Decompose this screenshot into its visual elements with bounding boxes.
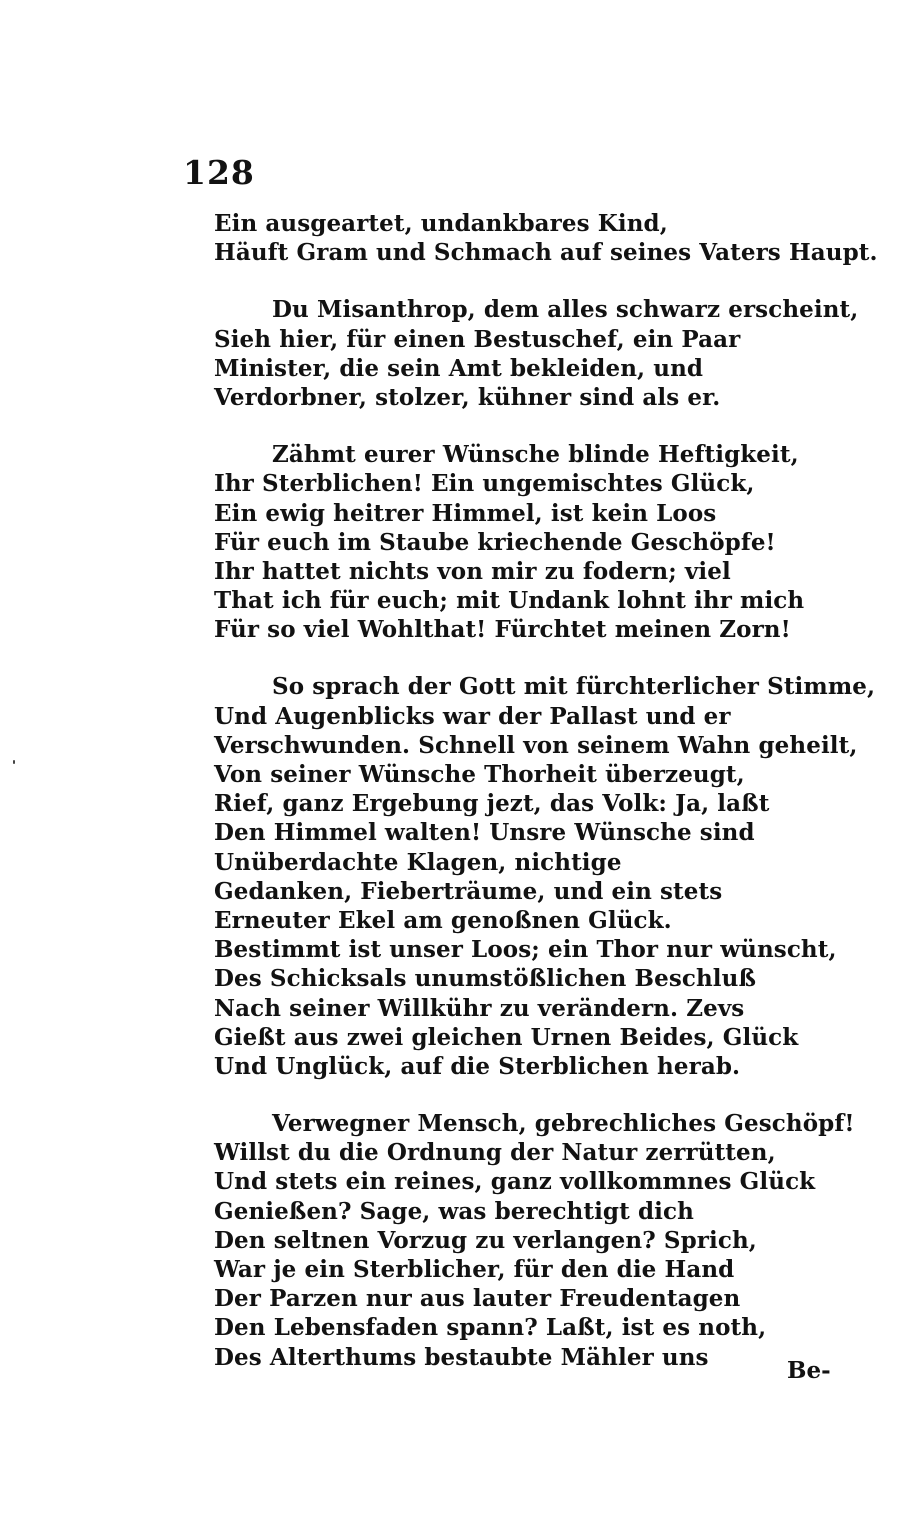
paper-speck [13,760,15,764]
catchword: Be- [787,1357,831,1384]
poem-line: Häuft Gram und Schmach auf seines Vaters Haupt. [214,239,878,267]
poem-line: Bestimmt ist unser Loos; ein Thor nur wünscht, [214,936,837,964]
poem-line: Den Lebensfaden spann? Laßt, ist es noth, [214,1314,767,1342]
stanza [214,1109,855,1372]
poem-line: Erneuter Ekel am genoßnen Glück. [214,906,672,934]
poem-line: Ihr hattet nichts von mir zu fodern; viel [214,557,731,585]
poem-line: Ein ausgeartet, undankbares Kind, [214,210,668,237]
poem-line: Den seltnen Vorzug zu verlangen? Sprich, [214,1226,757,1254]
poem-line: Unüberdachte Klagen, nichtige [214,848,622,876]
poem-line: Von seiner Wünsche Thorheit überzeugt, [214,761,745,788]
poem-line: Und Unglück, auf die Sterblichen herab. [214,1052,741,1080]
stanza [214,672,876,1081]
stanza [214,295,859,412]
page-number: 128 [183,153,255,192]
poem-line: Rief, ganz Ergebung jezt, das Volk: Ja, laßt [214,790,770,818]
poem-line: Ihr Sterblichen! Ein ungemischtes Glück, [214,470,755,498]
poem-line: Nach seiner Willkühr zu verändern. Zevs [214,994,745,1022]
poem-line: Gießt aus zwei gleichen Urnen Beides, Glück [214,1023,799,1051]
poem-line: Willst du die Ordnung der Natur zerrütten, [214,1139,776,1167]
poem-line: Du Misanthrop, dem alles schwarz erscheint, [272,296,859,324]
poem-line: Ein ewig heitrer Himmel, ist kein Loos [214,499,717,527]
poem-line: That ich für euch; mit Undank lohnt ihr mich [214,587,805,615]
poem-text [214,209,878,1372]
stanza [214,440,824,644]
poem-line: War je ein Sterblicher, für den die Hand [214,1256,735,1283]
stanza [214,209,878,267]
poem-line: Verwegner Mensch, gebrechliches Geschöpf! [272,1110,855,1138]
poem-line: So sprach der Gott mit fürchterlicher Stimme, [272,673,876,701]
poem-line: Des Schicksals unumstößlichen Beschluß [214,965,757,993]
poem-line: Zähmt eurer Wünsche blinde Heftigkeit, [272,441,799,469]
poem-line: Verdorbner, stolzer, kühner sind als er. [214,383,721,411]
poem-line: Sieh hier, für einen Bestuschef, ein Paar [214,325,741,353]
poem-line: Für euch im Staube kriechende Geschöpfe! [214,528,776,556]
poem-line: Minister, die sein Amt bekleiden, und [214,354,704,382]
poem-line: Der Parzen nur aus lauter Freudentagen [214,1285,741,1313]
poem-line: Gedanken, Fieberträume, und ein stets [214,877,723,905]
poem-line: Und Augenblicks war der Pallast und er [214,702,731,730]
poem-line: Und stets ein reines, ganz vollkommnes Glück [214,1168,816,1196]
poem-line: Verschwunden. Schnell von seinem Wahn geheilt, [214,731,858,759]
poem-line: Für so viel Wohlthat! Fürchtet meinen Zorn! [214,616,791,644]
poem-line: Den Himmel walten! Unsre Wünsche sind [214,819,755,847]
poem-line: Des Alterthums bestaubte Mähler uns [214,1343,709,1371]
poem-line: Genießen? Sage, was berechtigt dich [214,1197,694,1225]
